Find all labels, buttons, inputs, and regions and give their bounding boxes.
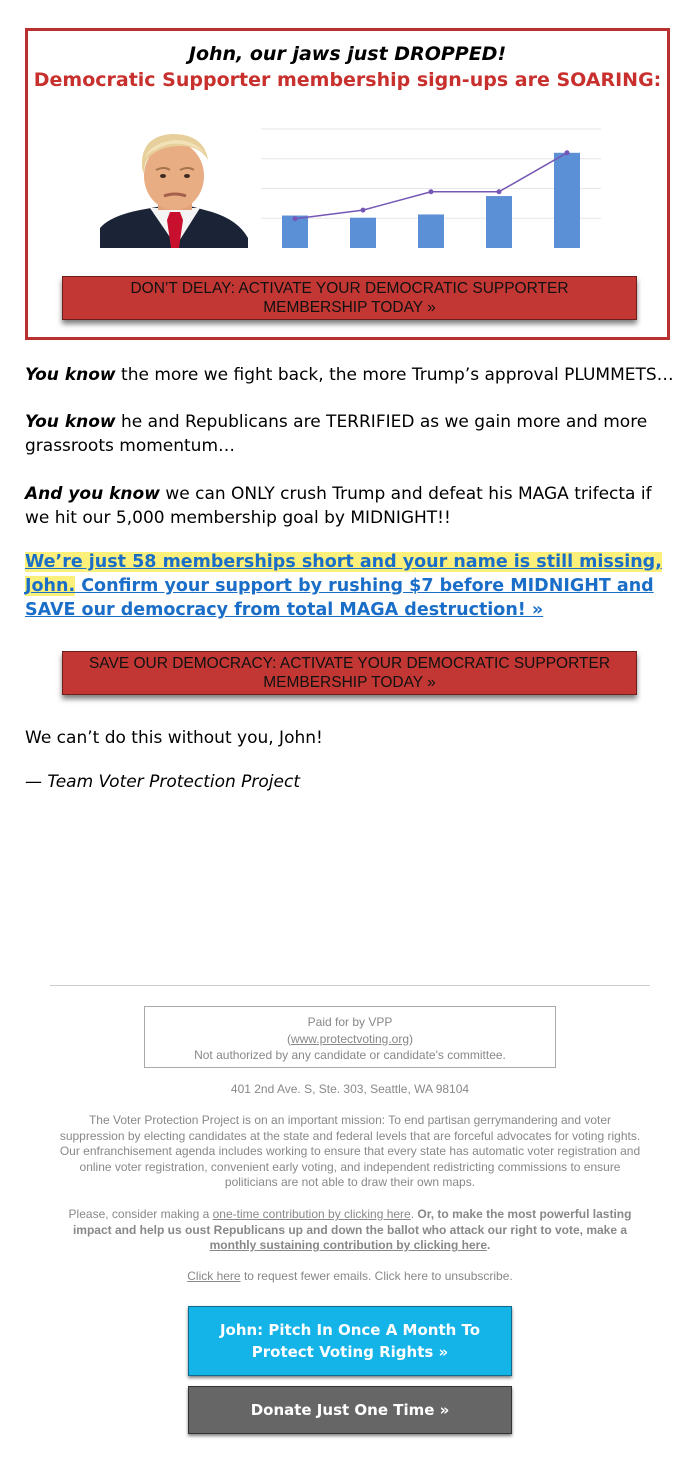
contribution-text xyxy=(58,1207,642,1254)
save-democracy-button[interactable]: SAVE OUR DEMOCRACY: ACTIVATE YOUR DEMOCRATIC SUPPORTER MEMBERSHIP TODAY » xyxy=(62,651,637,695)
unsubscribe-text xyxy=(58,1269,642,1285)
unsubscribe-line: to request fewer emails. Click here to unsubscribe. xyxy=(240,1269,513,1283)
one-time-contribution-link[interactable]: one-time contribution by clicking here xyxy=(212,1207,411,1221)
contrib-pre: Please, consider making a xyxy=(68,1207,213,1221)
paragraph-text: he and Republicans are TERRIFIED as we gain more and more grassroots momentum… xyxy=(25,412,648,456)
chart-trend-point xyxy=(565,150,570,155)
paid-for-line: Paid for by VPP xyxy=(307,1015,393,1029)
paragraph-approval xyxy=(25,363,680,387)
paragraph-terrified xyxy=(25,410,680,458)
contrib-mid: . xyxy=(410,1207,418,1221)
paid-for-disclaimer xyxy=(144,1006,556,1068)
donate-cta-link xyxy=(25,550,680,622)
monthly-contribution-link[interactable]: monthly sustaining contribution by clicking here xyxy=(209,1238,487,1252)
chart-trend-line xyxy=(295,153,567,219)
hero-headline: John, our jaws just DROPPED! xyxy=(188,43,507,65)
activate-membership-button[interactable]: DON’T DELAY: ACTIVATE YOUR DEMOCRATIC SUPPORTER MEMBERSHIP TODAY » xyxy=(62,276,637,320)
not-authorized-line: Not authorized by any candidate or candidate's committee. xyxy=(194,1048,506,1062)
chart-bar xyxy=(418,214,444,248)
fewer-emails-link[interactable]: Click here xyxy=(187,1269,241,1283)
paragraph-text: the more we fight back, the more Trump’s approval PLUMMETS… xyxy=(115,365,674,385)
paragraph-text: we can ONLY crush Trump and defeat his MAGA trifecta if we hit our 5,000 membership goal by MIDNIGHT!! xyxy=(25,484,652,528)
chart-bar xyxy=(486,196,512,248)
monthly-donate-button[interactable]: John: Pitch In Once A Month To Protect Voting Rights » xyxy=(188,1306,512,1376)
chart-bar xyxy=(554,153,580,248)
hero-subheadline: Democratic Supporter membership sign-ups are SOARING: xyxy=(33,69,662,91)
cta-highlight: We’re just 58 memberships short and your name is still missing, John. xyxy=(25,552,662,596)
chart-trend-point xyxy=(293,216,298,221)
paragraph-lead: You know xyxy=(25,412,116,432)
donate-cta-anchor[interactable] xyxy=(25,552,662,620)
site-link[interactable]: www.protectvoting.org xyxy=(290,1031,410,1046)
signature: — Team Voter Protection Project xyxy=(25,772,300,792)
chart-trend-point xyxy=(497,189,502,194)
chart-trend-point xyxy=(429,189,434,194)
paragraph-lead: You know xyxy=(25,365,116,385)
site-paren-open: ( xyxy=(286,1031,291,1046)
site-paren-close: ) xyxy=(409,1031,414,1046)
closing-line: We can’t do this without you, John! xyxy=(25,728,323,748)
address: 401 2nd Ave. S, Ste. 303, Seattle, WA 98104 xyxy=(230,1082,470,1096)
membership-chart xyxy=(241,123,611,253)
mission-statement: The Voter Protection Project is on an important mission: To end partisan gerrymandering and voter suppression by electing candidates at the state and federal levels that are forceful advocates for voting rights. Our enfranchisement agenda includes working to ensure that every state has automatic voter registration and online voter registration, convenient early voting, and independent redistricting commissions to ensure politicians are not able to draw their own maps. xyxy=(59,1113,641,1189)
chart-trend-point xyxy=(361,208,366,213)
site-line xyxy=(145,1031,555,1048)
one-time-donate-button[interactable]: Donate Just One Time » xyxy=(188,1386,512,1434)
paragraph-lead: And you know xyxy=(25,484,160,504)
chart-bar xyxy=(350,218,376,248)
footer-divider xyxy=(50,985,650,986)
trump-portrait-icon xyxy=(100,128,248,248)
contrib-end: . xyxy=(487,1238,491,1252)
contrib-bold: Or, to make the most powerful lasting impact and help us oust Republicans up and down the ballot who attack our right to vote, make a xyxy=(72,1207,632,1237)
paragraph-goal xyxy=(25,482,680,530)
cta-rest: Confirm your support by rushing $7 before MIDNIGHT and SAVE our democracy from total MAGA destruction! » xyxy=(25,576,654,620)
hero-box xyxy=(25,28,670,340)
